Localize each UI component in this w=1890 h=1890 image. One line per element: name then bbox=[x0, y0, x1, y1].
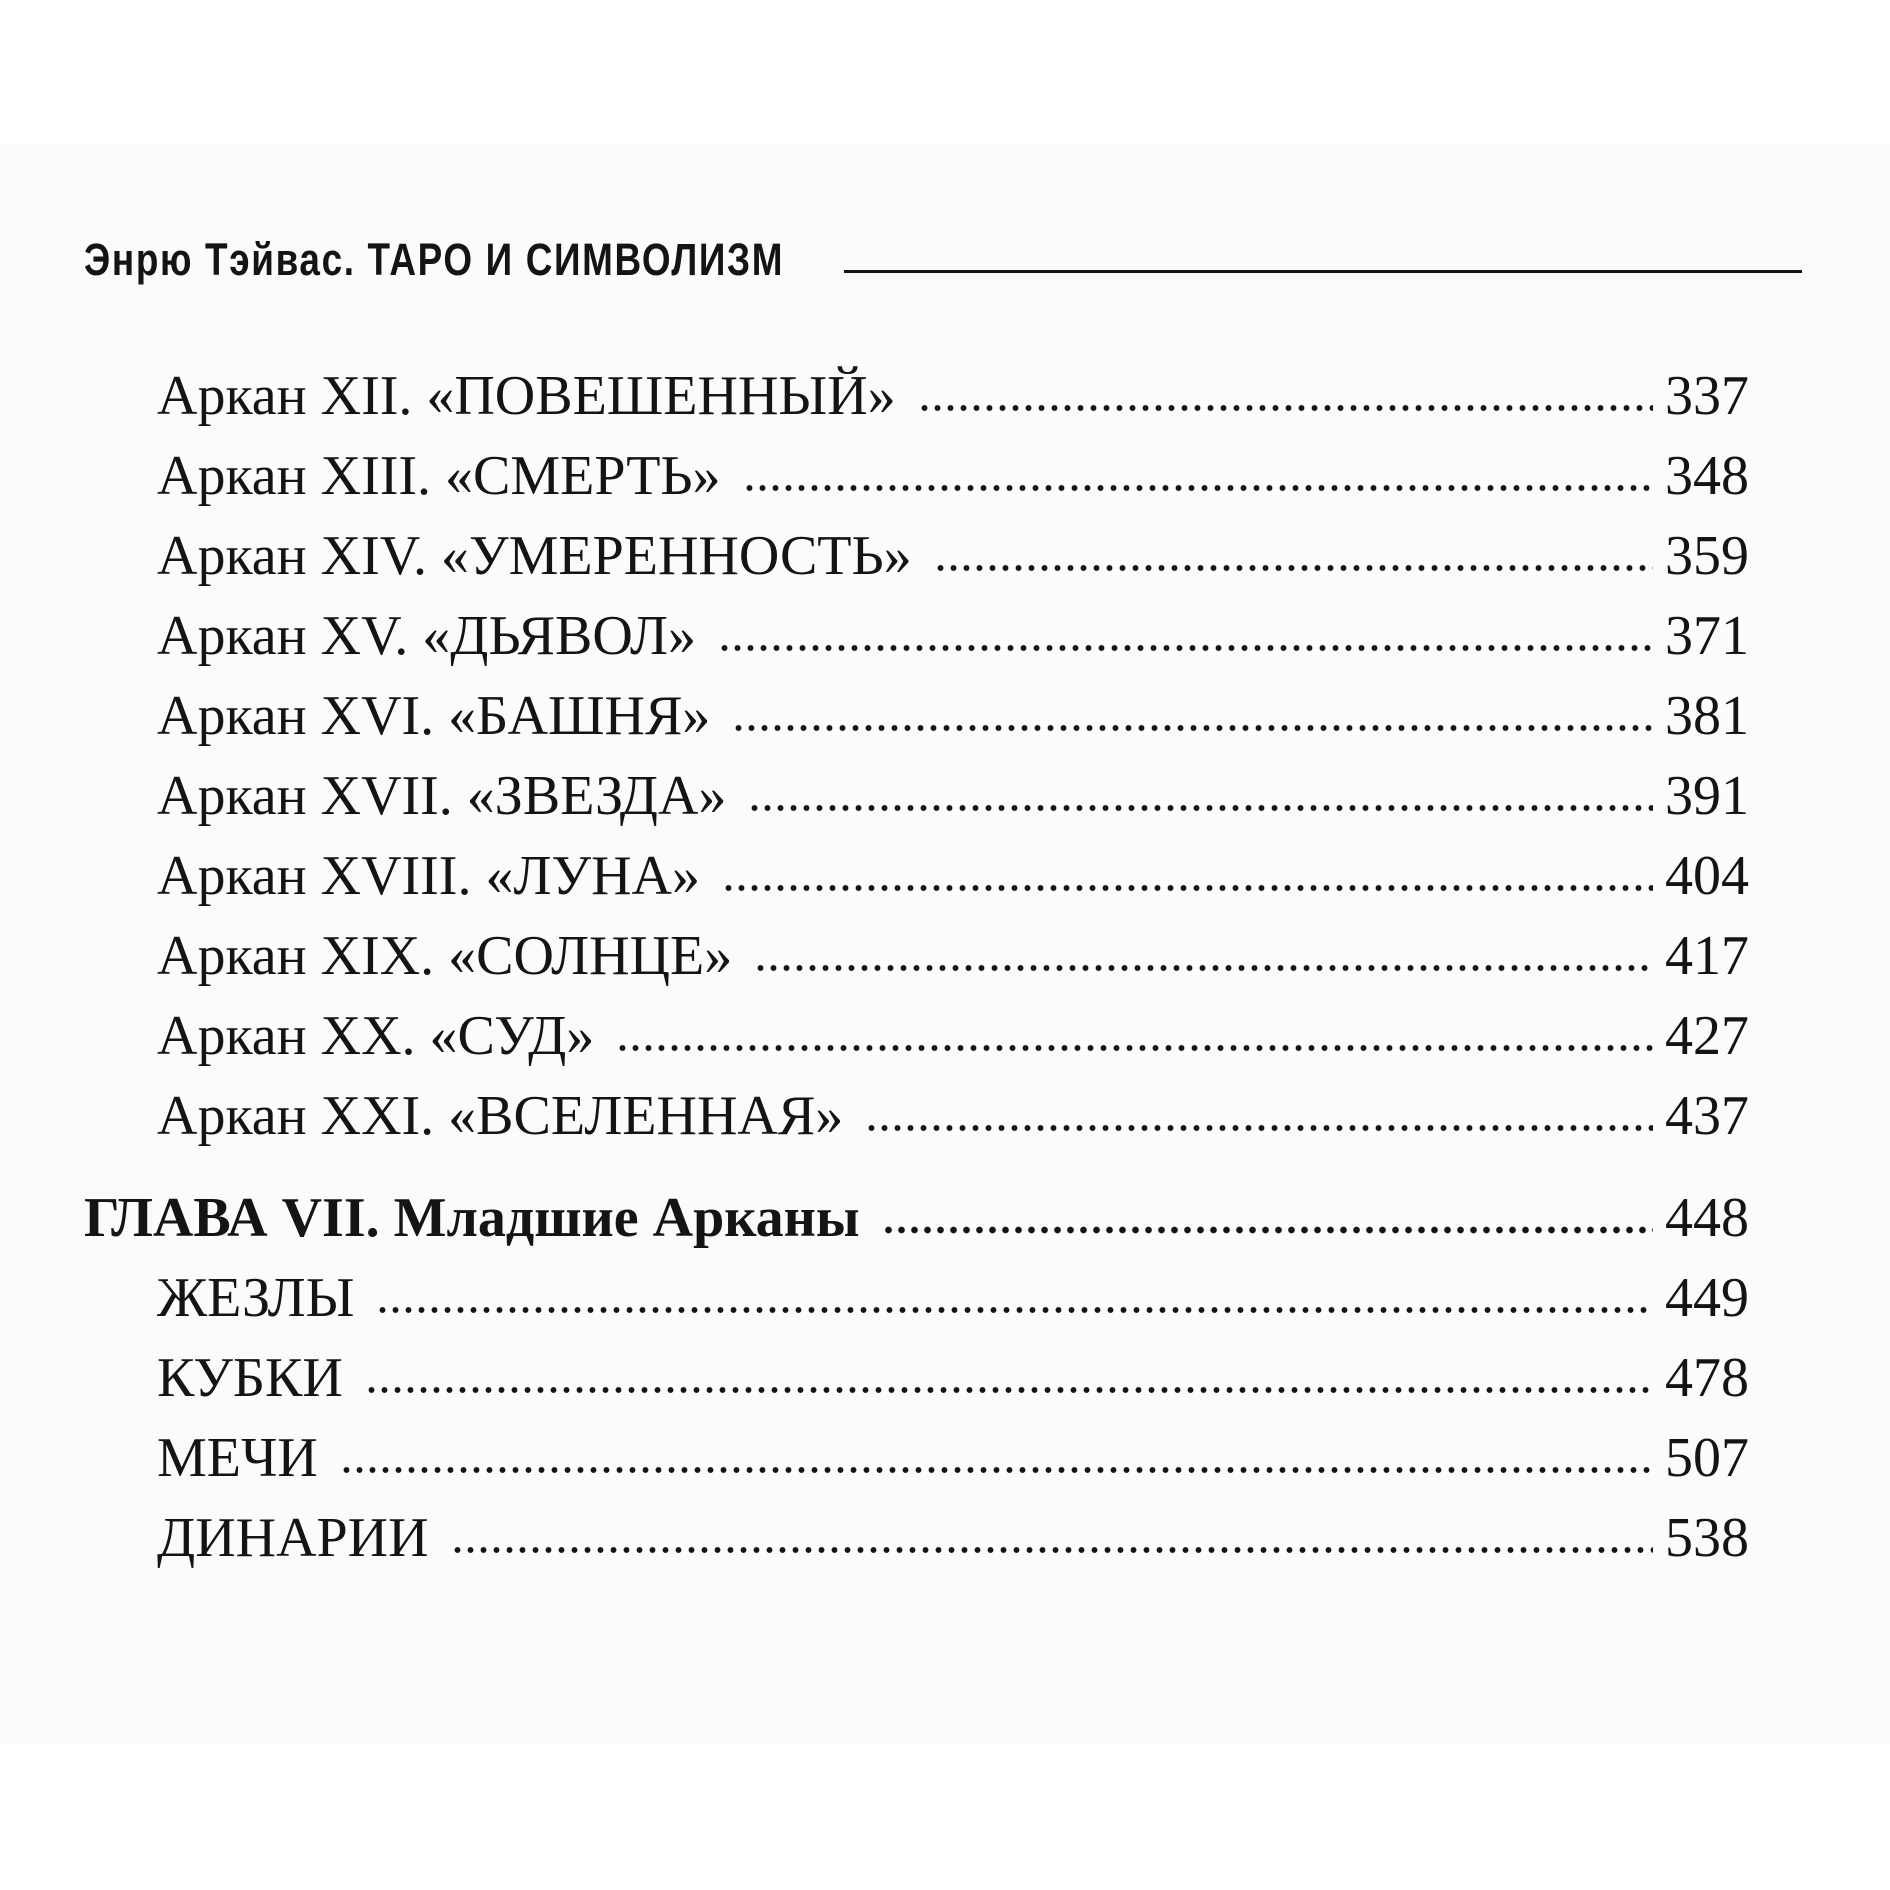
dot-leader bbox=[882, 1226, 1653, 1234]
toc-entry-page: 337 bbox=[1665, 365, 1749, 427]
toc-entry-label: Аркан XIV. «УМЕРЕННОСТЬ» bbox=[157, 525, 912, 587]
toc-chapter bbox=[84, 1187, 1749, 1249]
running-head bbox=[84, 222, 1802, 285]
dot-leader bbox=[918, 404, 1653, 412]
toc-entry bbox=[157, 845, 1749, 907]
toc-entry bbox=[157, 445, 1749, 507]
dot-leader bbox=[340, 1466, 1653, 1474]
toc-entry-label: ЖЕЗЛЫ bbox=[157, 1267, 355, 1329]
toc-entry-page: 478 bbox=[1665, 1347, 1749, 1409]
dot-leader bbox=[732, 724, 1653, 732]
toc-entry-label: Аркан XVI. «БАШНЯ» bbox=[157, 685, 711, 747]
toc-entry-label: Аркан XVIII. «ЛУНА» bbox=[157, 845, 700, 907]
dot-leader bbox=[743, 484, 1653, 492]
toc-entry bbox=[157, 1507, 1749, 1569]
toc-entry-page: 427 bbox=[1665, 1005, 1749, 1067]
dot-leader bbox=[934, 564, 1653, 572]
dot-leader bbox=[748, 804, 1653, 812]
toc-entry-label: ДИНАРИИ bbox=[157, 1507, 429, 1569]
toc-entry bbox=[157, 685, 1749, 747]
toc-entry-page: 538 bbox=[1665, 1507, 1749, 1569]
toc-entry-page: 404 bbox=[1665, 845, 1749, 907]
toc-entry-label: КУБКИ bbox=[157, 1347, 343, 1409]
toc-entry-label: Аркан XII. «ПОВЕШЕННЫЙ» bbox=[157, 365, 896, 427]
toc-entry bbox=[157, 605, 1749, 667]
toc-entry-page: 449 bbox=[1665, 1267, 1749, 1329]
toc-entry bbox=[157, 1427, 1749, 1489]
toc-entry bbox=[157, 525, 1749, 587]
running-head-title: Энрю Тэйвас. ТАРО И СИМВОЛИЗМ bbox=[84, 234, 785, 285]
toc-entry-label: Аркан XV. «ДЬЯВОЛ» bbox=[157, 605, 696, 667]
toc-entry-page: 391 bbox=[1665, 765, 1749, 827]
dot-leader bbox=[616, 1044, 1653, 1052]
dot-leader bbox=[376, 1306, 1653, 1314]
toc-entry bbox=[157, 1085, 1749, 1147]
toc-entry bbox=[157, 1347, 1749, 1409]
dot-leader bbox=[754, 964, 1653, 972]
toc-entry-label: Аркан XXI. «ВСЕЛЕННАЯ» bbox=[157, 1085, 844, 1147]
toc-entry-page: 417 bbox=[1665, 925, 1749, 987]
toc-entry-page: 371 bbox=[1665, 605, 1749, 667]
toc-entry-label: Аркан XIX. «СОЛНЦЕ» bbox=[157, 925, 733, 987]
toc-entry-label: Аркан XVII. «ЗВЕЗДА» bbox=[157, 765, 727, 827]
toc-entry bbox=[157, 765, 1749, 827]
dot-leader bbox=[365, 1386, 1653, 1394]
toc-entry-label: Аркан XX. «СУД» bbox=[157, 1005, 595, 1067]
toc-entry bbox=[157, 365, 1749, 427]
toc-entry bbox=[157, 1267, 1749, 1329]
dot-leader bbox=[451, 1546, 1653, 1554]
toc-entry-page: 359 bbox=[1665, 525, 1749, 587]
toc-chapter-label: ГЛАВА VII. Младшие Арканы bbox=[84, 1187, 860, 1249]
toc-entry-label: МЕЧИ bbox=[157, 1427, 318, 1489]
toc-chapter-page: 448 bbox=[1665, 1187, 1749, 1249]
toc-entry-label: Аркан XIII. «СМЕРТЬ» bbox=[157, 445, 721, 507]
dot-leader bbox=[718, 644, 1653, 652]
toc-entry bbox=[157, 1005, 1749, 1067]
toc-entry bbox=[157, 925, 1749, 987]
running-head-rule bbox=[844, 270, 1802, 273]
toc-entry-page: 507 bbox=[1665, 1427, 1749, 1489]
dot-leader bbox=[722, 884, 1653, 892]
toc-entry-page: 437 bbox=[1665, 1085, 1749, 1147]
toc-entry-page: 348 bbox=[1665, 445, 1749, 507]
dot-leader bbox=[865, 1124, 1653, 1132]
toc-entry-page: 381 bbox=[1665, 685, 1749, 747]
